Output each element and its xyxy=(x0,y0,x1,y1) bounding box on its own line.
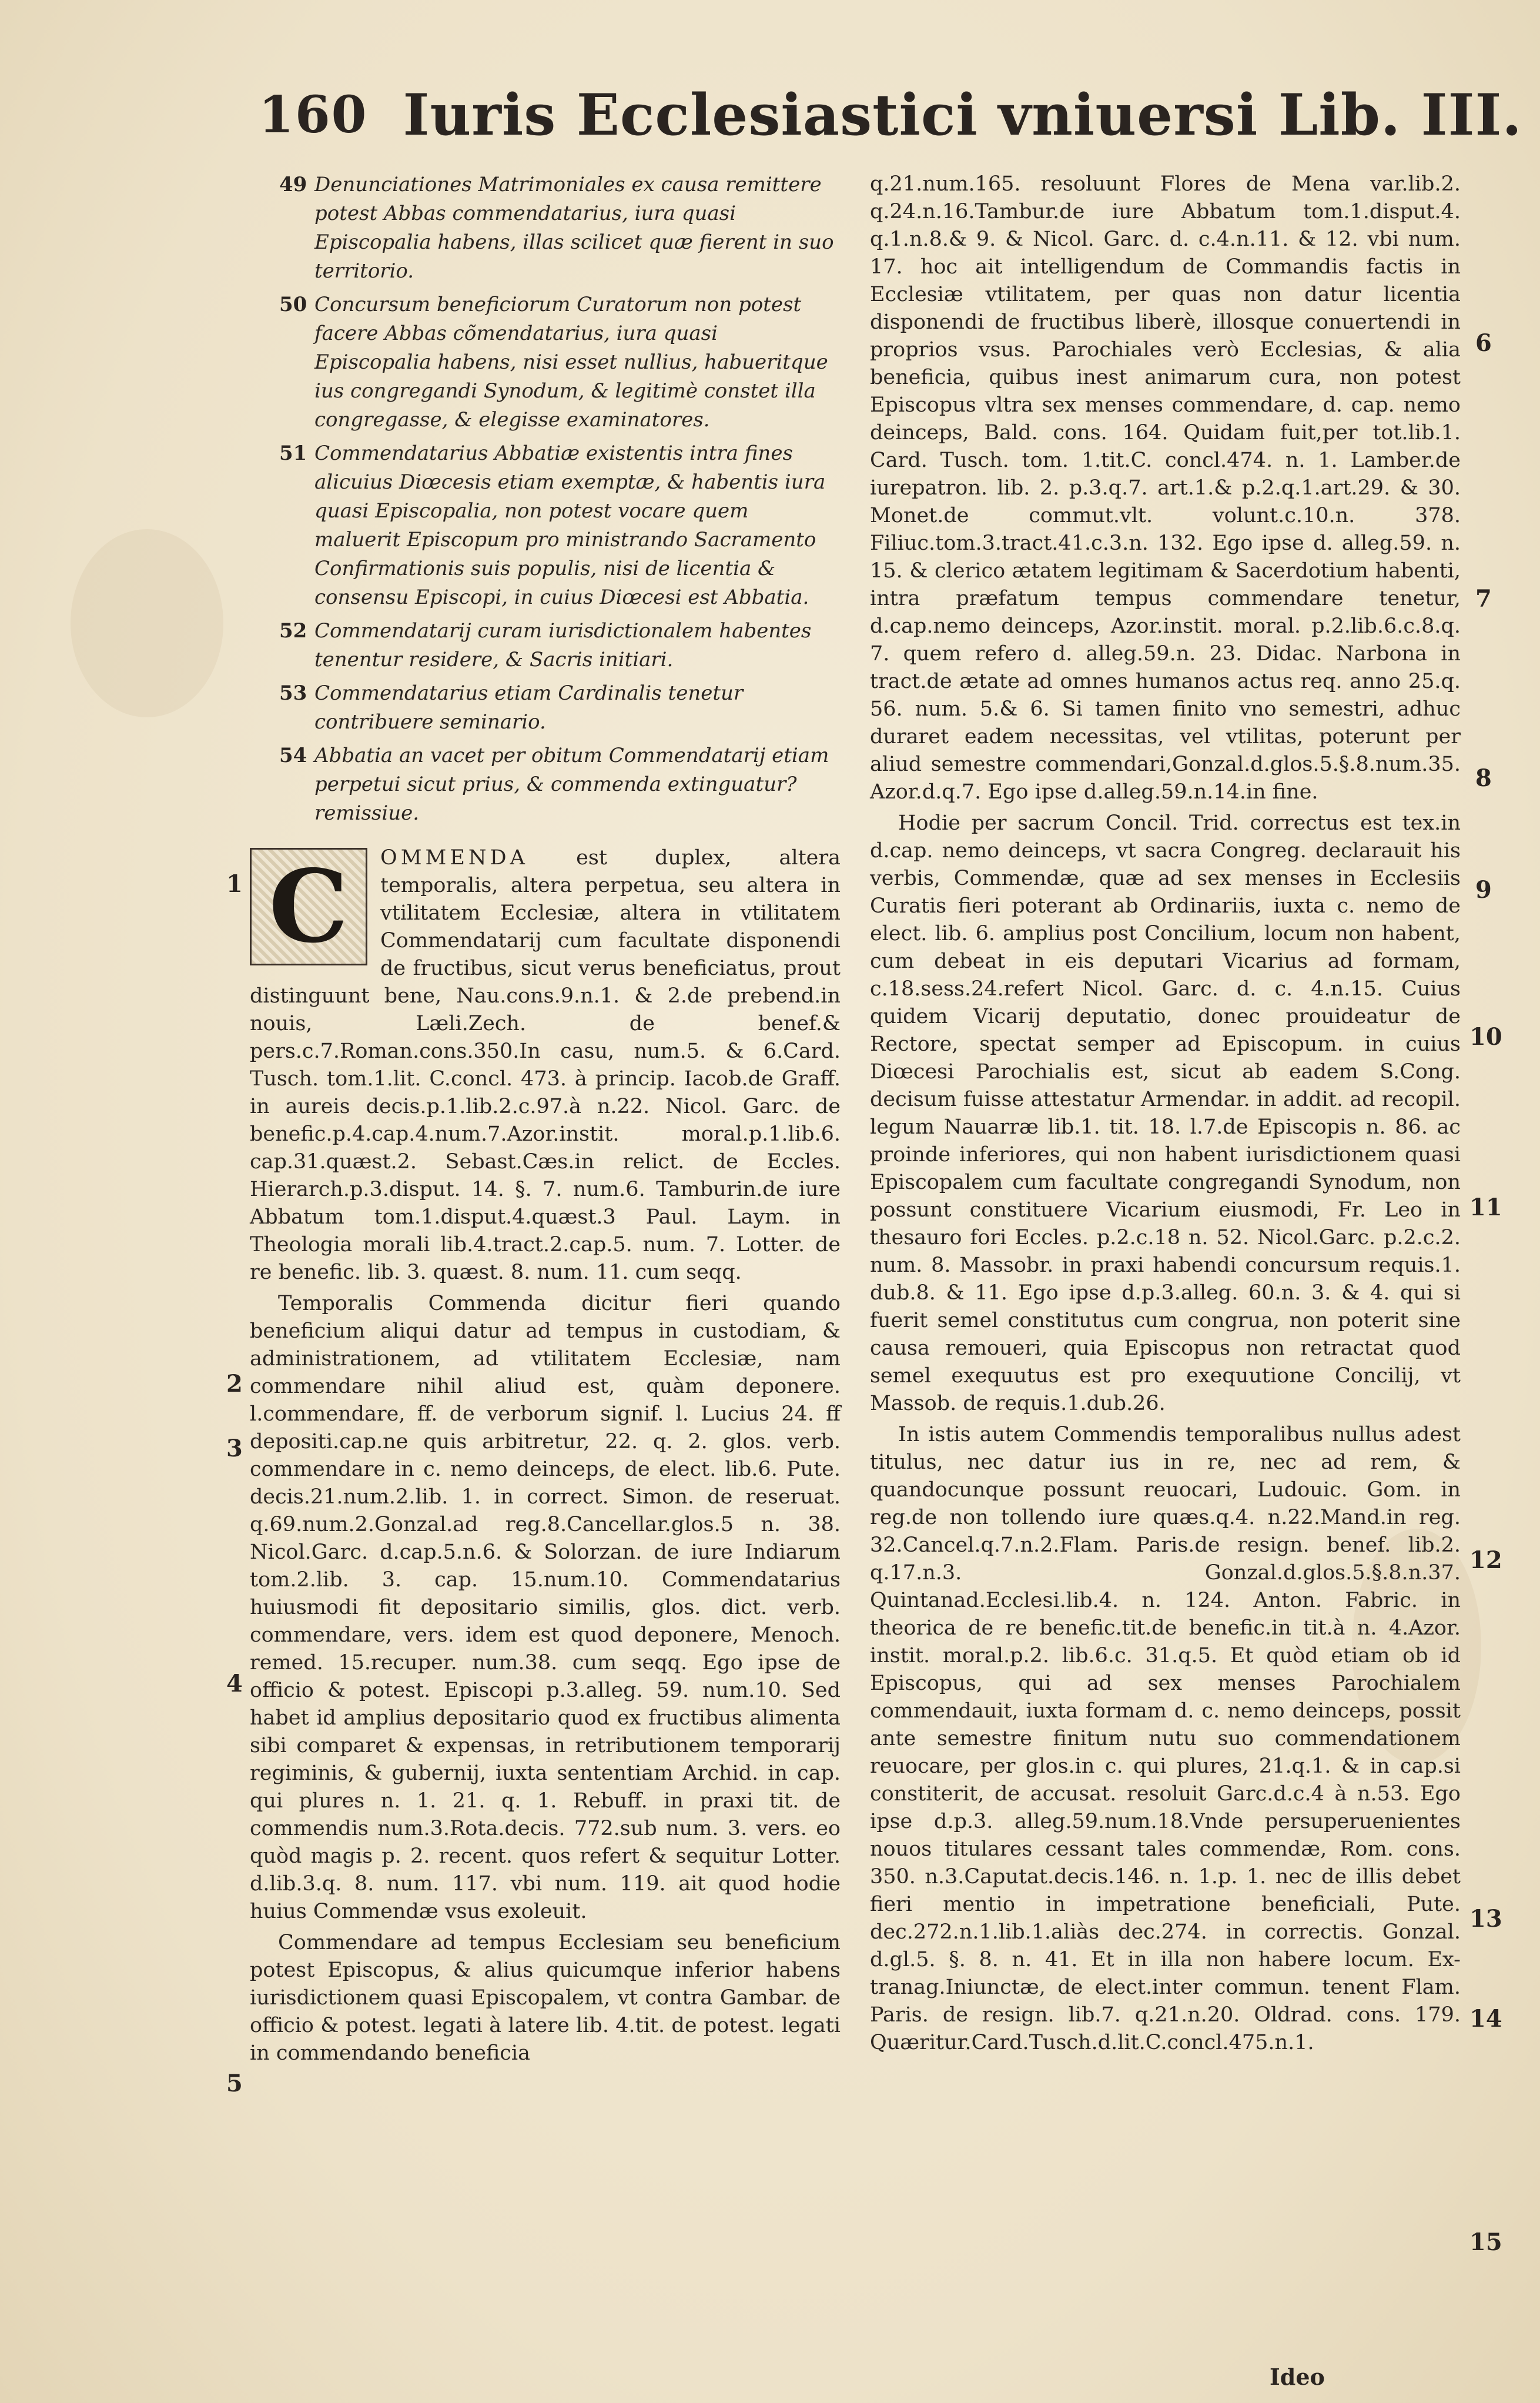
summary-text: Concursum beneficiorum Curatorum non potest facere Abbas cõmendatarius, iura quasi Episcopalia habens, nisi esset nullius, habueritque ius congregandi Synodum, & legitimè constet illa congregasse, & elegisse examinatores. xyxy=(314,293,828,432)
summary-number: 49 xyxy=(279,173,307,196)
initial-letter: C xyxy=(269,847,349,965)
margin-number: 13 xyxy=(1469,1905,1502,1933)
paragraph-text: Commendare ad tempus Ecclesiam seu beneficium potest Episcopus, & alius quicumque inferior habens iurisdictionem quasi Episcopalem, vt contra Gambar. de officio & potest. legati à latere lib. 4.tit. de potest. legati in commendando beneficia xyxy=(250,1931,841,2065)
body-paragraph xyxy=(250,1929,841,2067)
margin-number: 2 xyxy=(226,1370,243,1398)
page-number: 160 xyxy=(259,85,368,145)
margin-number: 5 xyxy=(226,2070,243,2097)
body-paragraph xyxy=(250,1290,841,1926)
margin-number: 8 xyxy=(1475,764,1492,792)
right-column xyxy=(870,171,1461,2060)
margin-number: 6 xyxy=(1475,329,1492,357)
margin-number: 1 xyxy=(226,870,243,898)
page-header xyxy=(259,71,1522,159)
paper-stain xyxy=(71,529,223,717)
margin-number: 9 xyxy=(1475,876,1492,904)
running-title: Iuris Ecclesiastici vniuersi Lib. III. xyxy=(403,81,1522,148)
margin-number: 14 xyxy=(1469,2005,1502,2033)
margin-number: 15 xyxy=(1469,2228,1502,2256)
summary-item xyxy=(250,290,841,435)
summary-item xyxy=(250,171,841,286)
summary-item xyxy=(250,617,841,674)
summary-text: Denunciationes Matrimoniales ex causa remittere potest Abbas commendatarius, iura quasi Episcopalia habens, illas scilicet quæ fierent in suo territorio. xyxy=(314,173,834,283)
catchword: Ideo xyxy=(1270,2364,1325,2390)
summary-item xyxy=(250,741,841,828)
body-paragraph xyxy=(870,171,1461,806)
summary-text: Commendatarij curam iurisdictionalem habentes tenentur residere, & Sacris initiari. xyxy=(314,619,812,671)
paragraph-text: Temporalis Commenda dicitur fieri quando beneficium aliqui datur ad tempus in custodiam, & administrationem, ad vtilitatem Ecclesiæ, nam commendare nihil aliud est, quàm deponere. l.commendare, ff. de verborum signif. l. Lucius 24. ff depositi.cap.ne quis arbitretur, 22. q. 2. glos. verb. commendare in c. nemo deinceps, de elect. lib.6. Pute. decis.21.num.2.lib. 1. in correct. Simon. de reseruat. q.69.num.2.Gonzal.ad reg.8.Cancellar.glos.5 n. 38. Nicol.Garc. d.cap.5.n.6. & Solorzan. de iure Indiarum tom.2.lib. 3. cap. 15.num.10. Commendatarius huiusmodi fit depositario similis, glos. dict. verb. commendare, vers. idem est quod deponere, Menoch. remed. 15.recuper. num.38. cum seqq. Ego ipse de officio & potest. Episcopi p.3.alleg. 59. num.10. Sed habet id amplius depositario quod ex fructibus alimenta sibi comparet & expensas, in retributionem temporarij regiminis, & gubernij, iuxta sententiam Archid. in cap. qui plures n. 1. 21. q. 1. Rebuff. in praxi tit. de commendis num.3.Rota.decis. 772.sub num. 3. vers. eo quòd magis p. 2. recent. quos refert & sequitur Lotter. d.lib.3.q. 8. num. 117. vbi num. 119. ait quod hodie huius Commendæ vsus exoleuit. xyxy=(250,1292,841,1923)
summary-item xyxy=(250,679,841,737)
summary-number: 52 xyxy=(279,619,307,643)
summary-number: 54 xyxy=(279,744,307,767)
summary-text: Abbatia an vacet per obitum Commendatarij etiam perpetui sicut prius, & commenda extinguatur? remissiue. xyxy=(314,744,829,825)
margin-number: 4 xyxy=(226,1670,243,1697)
paragraph-text: q.21.num.165. resoluunt Flores de Mena var.lib.2. q.24.n.16.Tambur.de iure Abbatum tom.1.disput.4. q.1.n.8.& 9. & Nicol. Garc. d. c.4.n.11. & 12. vbi num. 17. hoc ait intelligendum de Commandis factis in Ecclesiæ vtilitatem, per quas non datur licentia disponendi de fructibus liberè, illosque conuertendi in proprios vsus. Parochiales verò Ecclesias, & alia beneficia, quibus inest animarum cura, non potest Episcopus vltra sex menses commendare, d. cap. nemo deinceps, Bald. cons. 164. Quidam fuit,per tot.lib.1. Card. Tusch. tom. 1.tit.C. concl.474. n. 1. Lamber.de iurepatron. lib. 2. p.3.q.7. art.1.& p.2.q.1.art.29. & 30. Monet.de commut.vlt. volunt.c.10.n. 378. Filiuc.tom.3.tract.41.c.3.n. 132. Ego ipse d. alleg.59. n. 15. & clerico ætatem legitimam & Sacerdotium habenti, intra præfatum tempus commendare tenetur, d.cap.nemo deinceps, Azor.instit. moral. p.2.lib.6.c.8.q. 7. quem refero d. alleg.59.n. 23. Didac. Narbona in tract.de ætate ad omnes humanos actus req. anno 25.q. 56. num. 5.& 6. Si tamen finito vno semestri, adhuc duraret eadem necessitas, vel vtilitas, poterunt per aliud semestre commendari,Gonzal.d.glos.5.§.8.num.35. Azor.d.q.7. Ego ipse d.alleg.59.n.14.in fine. xyxy=(870,172,1461,804)
margin-number: 10 xyxy=(1469,1023,1502,1051)
summary-item xyxy=(250,439,841,612)
body-paragraph xyxy=(870,810,1461,1418)
body-paragraph xyxy=(250,844,841,1286)
intro-caps: OMMENDA xyxy=(380,846,528,870)
summary-text: Commendatarius etiam Cardinalis tenetur contribuere seminario. xyxy=(314,681,744,734)
left-column xyxy=(250,171,841,2071)
paragraph-text: In istis autem Commendis temporalibus nullus adest titulus, nec datur ius in re, nec ad rem, & quandocunque possunt reuocari, Ludouic. Gom. in reg.de non tollendo iure quæs.q.4. n.22.Mand.in reg. 32.Cancel.q.7.n.2.Flam. Paris.de resign. benef. lib.2. q.17.n.3. Gonzal.d.glos.5.§.8.n.37. Quintanad.Ecclesi.lib.4. n. 124. Anton. Fabric. in theorica de re benefic.tit.de benefic.in tit.à n. 4.Azor. instit. moral.p.2. lib.6.c. 31.q.5. Et quòd etiam ob id Episcopus, qui ad sex menses Parochialem commendauit, iuxta formam d. c. nemo deinceps, possit ante semestre finitum nutu suo commendationem reuocare, per glos.in c. qui plures, 21.q.1. & in cap.si constiterit, de accusat. resoluit Garc.d.c.4 à n.53. Ego ipse d.p.3. alleg.59.num.18.Vnde persuperuenientes nouos titulares cessant tales commendæ, Rom. cons. 350. n.3.Caputat.decis.146. n. 1.p. 1. nec de illis debet fieri mentio in impetratione beneficiali, Pute. dec.272.n.1.lib.1.aliàs dec.274. in correctis. Gonzal. d.gl.5. §. 8. n. 41. Et in illa non habere locum. Ex-tranag.Iniunctæ, de elect.inter commun. tenent Flam. Paris. de resign. lib.7. q.21.n.20. Oldrad. cons. 179. Quæritur.Card.Tusch.d.lit.C.concl.475.n.1. xyxy=(870,1423,1461,2054)
summary-number: 53 xyxy=(279,681,307,705)
summary-number: 50 xyxy=(279,293,307,316)
summary-text: Commendatarius Abbatiæ existentis intra fines alicuius Diœcesis etiam exemptæ, & habentis iura quasi Episcopalia, non potest vocare quem maluerit Episcopum pro ministrando Sacramento Confirmationis suis populis, nisi de licentia & consensu Episcopi, in cuius Diœcesi est Abbatia. xyxy=(314,442,826,609)
margin-number: 7 xyxy=(1475,585,1492,613)
margin-number: 11 xyxy=(1469,1194,1502,1221)
decorated-initial xyxy=(250,848,367,965)
chapter-summary xyxy=(250,171,841,828)
summary-number: 51 xyxy=(279,442,307,465)
margin-number: 12 xyxy=(1469,1546,1502,1574)
body-paragraph xyxy=(870,1421,1461,2057)
paragraph-text: est duplex, altera temporalis, altera perpetua, seu altera in vtilitatem Ecclesiæ, altera in vtilitatem Commendatarij cum facultate disponendi de fructibus, sicut verus beneficiatus, prout distinguunt bene, Nau.cons.9.n.1. & 2.de prebend.in nouis, Læli.Zech. de benef.& pers.c.7.Roman.cons.350.In casu, num.5. & 6.Card. Tusch. tom.1.lit. C.concl. 473. à princip. Iacob.de Graff. in aureis decis.p.1.lib.2.c.97.à n.22. Nicol. Garc. de benefic.p.4.cap.4.num.7.Azor.instit. moral.p.1.lib.6. cap.31.quæst.2. Sebast.Cæs.in relict. de Eccles. Hierarch.p.3.disput. 14. §. 7. num.6. Tamburin.de iure Abbatum tom.1.disput.4.quæst.3 Paul. Laym. in Theologia morali lib.4.tract.2.cap.5. num. 7. Lotter. de re benefic. lib. 3. quæst. 8. num. 11. cum seqq. xyxy=(250,846,841,1284)
paragraph-text: Hodie per sacrum Concil. Trid. correctus est tex.in d.cap. nemo deinceps, vt sacra Congreg. declarauit his verbis, Commendæ, quæ ad sex menses in Ecclesiis Curatis fieri poterant ab Ordinariis, iuxta c. nemo de elect. lib. 6. amplius post Concilium, locum non habent, cum debeat in eis deputari Vicarius ad formam, c.18.sess.24.refert Nicol. Garc. d. c. 4.n.15. Cuius quidem Vicarij deputatio, donec prouideatur de Rectore, spectat semper ad Episcopum. in cuius Diœcesi Parochialis est, sicut ab eadem S.Cong. decisum fuisse attestatur Armendar. in addit. ad recopil. legum Nauarræ lib.1. tit. 18. l.7.de Episcopis n. 86. ac proinde inferiores, qui non habent iurisdictionem quasi Episcopalem cum facultate congregandi Synodum, non possunt constituere Vicarium eiusmodi, Fr. Leo in thesauro fori Eccles. p.2.c.18 n. 52. Nicol.Garc. p.2.c.2. num. 8. Massobr. in praxi habendi concursum requis.1. dub.8. & 11. Ego ipse d.p.3.alleg. 60.n. 3. & 4. qui si fuerit semel constitutus cum congrua, non poterit sine causa remoueri, quia Episcopus non retractat quod semel exequutus est pro exequutione Concilij, vt Massob. de requis.1.dub.26. xyxy=(870,811,1461,1415)
margin-number: 3 xyxy=(226,1435,243,1462)
